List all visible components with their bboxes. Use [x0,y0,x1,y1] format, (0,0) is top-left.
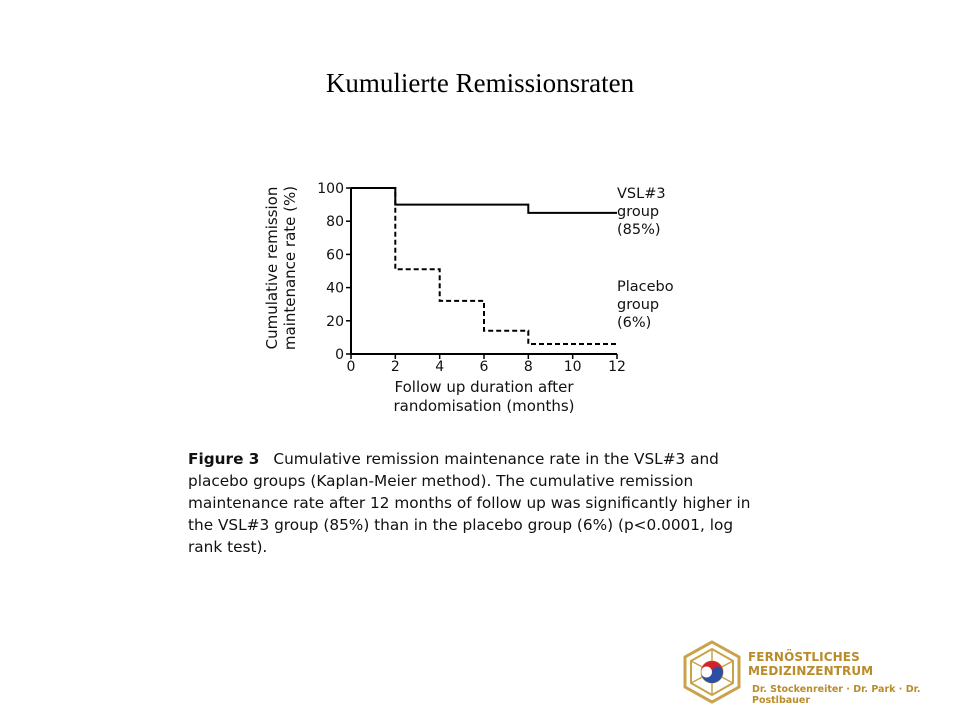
x-tick-label: 2 [390,359,400,375]
chart-axes [263,181,626,415]
series-label-line: Placebo [617,279,674,295]
series-label-line: VSL#3 [617,186,666,202]
series-label-line: group [617,204,660,220]
y-axis-label-line: maintenance rate (%) [281,185,299,351]
y-tick-label: 40 [326,280,344,297]
y-axis-label [263,186,299,350]
x-axis-label-line: Follow up duration after [394,378,574,396]
x-axis-label-line: randomisation (months) [393,397,575,415]
x-tick-label: 6 [479,359,489,375]
figure-label: Figure 3 [188,450,260,468]
clinic-name: FERNÖSTLICHES MEDIZINZENTRUM [748,650,874,678]
clinic-doctors: Dr. Stockenreiter · Dr. Park · Dr. Postlbauer [752,684,921,706]
series-label-line: (6%) [617,315,652,331]
y-tick-label: 80 [326,214,344,231]
series-line-vsl3 [351,188,617,213]
clinic-logo-icon [682,640,742,704]
series-label-line: (85%) [617,222,661,238]
y-tick-label: 100 [317,181,344,197]
clinic-logo-text [748,650,960,706]
y-tick-label: 0 [335,347,344,363]
y-axis-label-line: Cumulative remission [263,186,281,350]
x-tick-label: 0 [346,359,356,375]
x-tick-label: 4 [435,359,445,375]
series-line-placebo [351,188,617,344]
x-tick-label: 12 [608,359,626,375]
chart-series [351,188,617,344]
x-tick-label: 8 [523,359,533,375]
x-tick-label: 10 [563,359,582,375]
slide-title: Kumulierte Remissionsraten [325,68,635,98]
y-tick-label: 20 [326,313,344,330]
chart-labels [617,186,674,331]
figure-caption-text: Cumulative remission maintenance rate in the VSL#3 and placebo groups (Kaplan-Meier method). The cumulative remission maintenance rate after 12 months of follow up was significantly higher in the VSL#3 group (85%) than in the placebo group (6%) (p<0.0001, log rank test). [188,450,751,556]
y-tick-label: 60 [326,247,344,264]
figure-caption [188,448,768,558]
series-label-line: group [617,297,660,313]
kaplan-meier-chart [255,170,695,430]
